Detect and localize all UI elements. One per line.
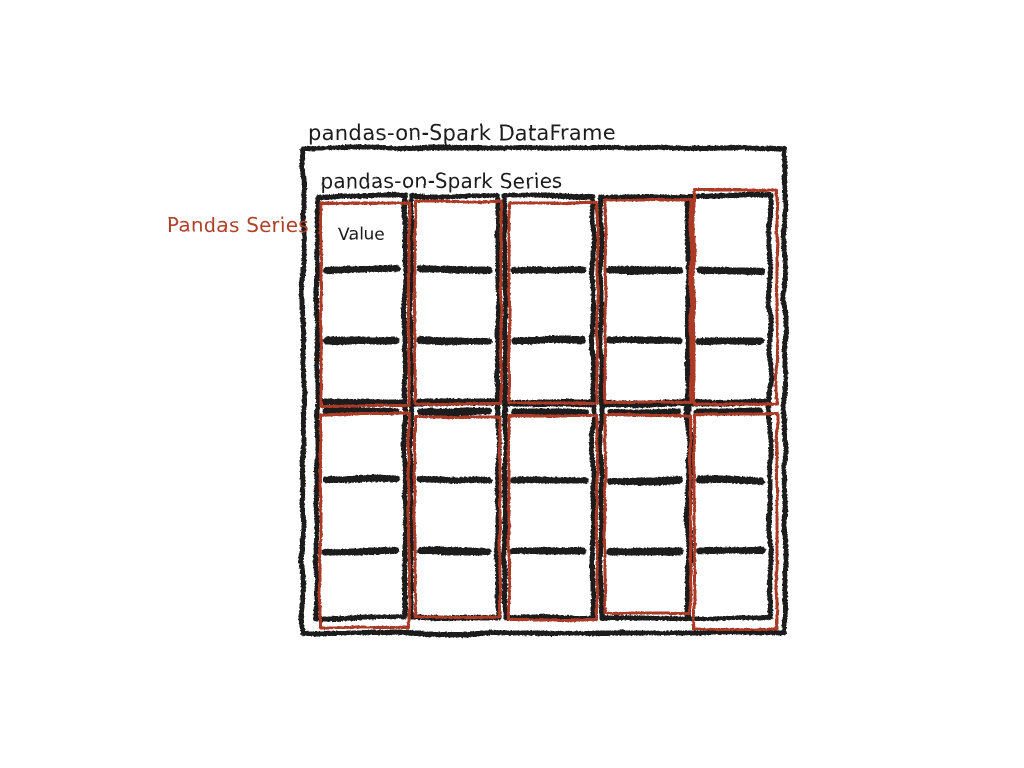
partition-box-top-col2 [411, 196, 498, 402]
partition-box-top-col3 [505, 196, 593, 402]
partition-box-bottom-col2 [411, 404, 498, 618]
partition-box-bottom-col5 [690, 404, 770, 618]
pandas-series-highlight-bottom-col1 [320, 414, 409, 627]
pandas-series-highlight-top-col2 [415, 201, 501, 404]
diagram-title: pandas-on-Spark DataFrame [308, 121, 617, 145]
pandas-series-highlight-bottom-col5 [694, 414, 777, 629]
pandas-series-highlight-bottom-col2 [415, 417, 500, 617]
value-column-header: Value [338, 225, 385, 245]
partition-box-bottom-col3 [505, 404, 593, 618]
dataframe-outline [303, 148, 785, 633]
partition-box-bottom-col1 [317, 404, 405, 618]
pandas-series-highlight-top-col5 [694, 190, 777, 404]
partition-box-top-col4 [601, 196, 688, 402]
pandas-series-highlight-bottom-col3 [509, 416, 597, 620]
pandas-on-spark-series-label: pandas-on-Spark Series [320, 169, 563, 193]
partition-box-top-col5 [690, 196, 770, 402]
partition-box-bottom-col4 [601, 404, 688, 618]
black-sketch-layer [303, 148, 785, 633]
pandas-series-highlight-top-col4 [605, 200, 691, 402]
pandas-series-highlight-bottom-col4 [605, 415, 690, 613]
pandas-series-highlight-top-col3 [509, 203, 597, 403]
pandas-series-label: Pandas Series [167, 213, 309, 237]
